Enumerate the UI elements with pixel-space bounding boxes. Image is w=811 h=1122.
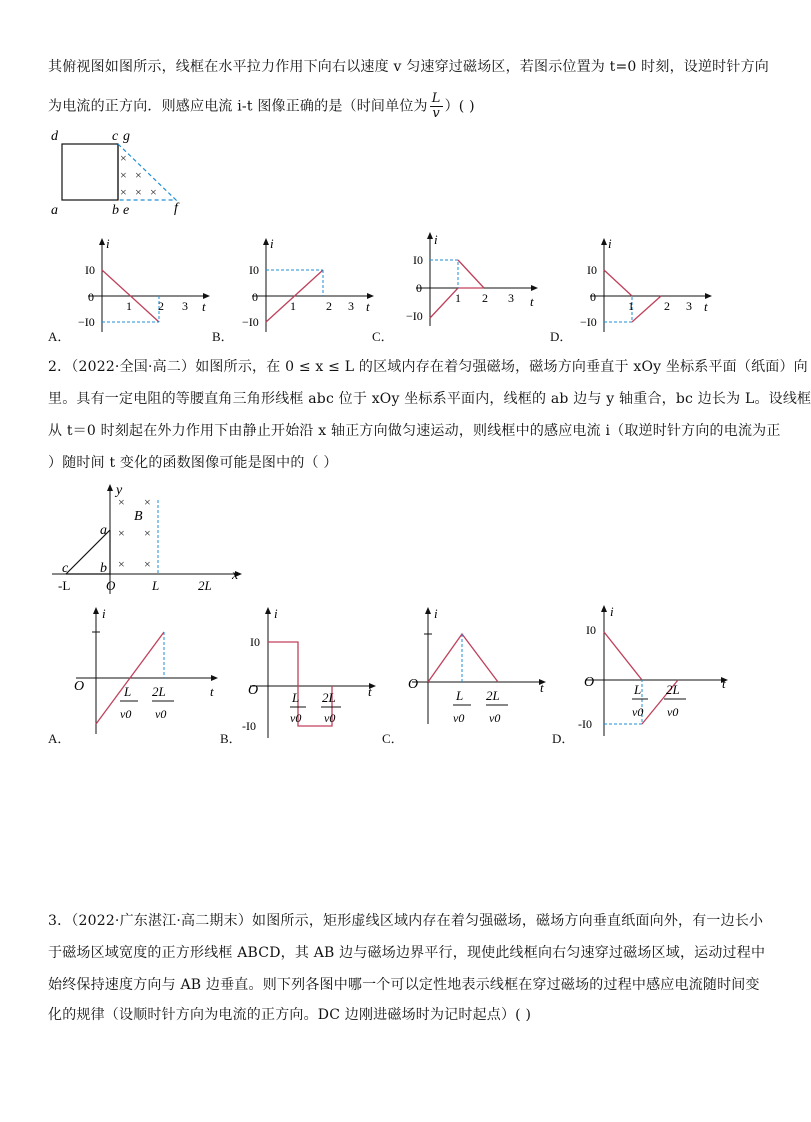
label-a: a [51,203,58,218]
tick-2L: 2L [486,688,500,703]
svg-text:×: × [144,526,151,540]
q2-option-b[interactable]: B． [220,731,242,746]
svg-text:×: × [135,185,142,199]
tick-3: 3 [348,299,354,313]
label-I0: I0 [250,635,260,649]
label-f: f [174,201,178,216]
label-O: O [106,578,116,593]
axis-label-t: t [366,299,370,314]
tick-L: L [456,688,464,703]
label-origin: 0 [590,290,596,304]
q1-text-line2 [48,92,475,121]
label-I0: I0 [249,263,259,277]
axis-label-i: i [608,236,612,251]
label-O: O [584,675,595,690]
q2-option-a[interactable]: A． [48,731,71,746]
label-c: c [62,561,69,576]
label-a: a [100,523,107,538]
tick-2: 2 [482,291,488,305]
label-origin: 0 [252,290,258,304]
svg-text:×: × [150,185,157,199]
q2-text-line1: 2．（2022·全国·高二）如图所示，在 0 ≤ x ≤ L 的区域内存在着匀强磁场，磁场方向垂直于 xOy 坐标系平面（纸面）向 [48,359,808,375]
q2-text-line4: ）随时间 t 变化的函数图像可能是图中的（ ） [48,455,338,471]
q3-text-line1: 3．（2022·广东湛江·高二期末）如图所示，矩形虚线区域内存在着匀强磁场，磁场方向垂直纸面向外，有一边长小 [48,913,764,929]
svg-text:×: × [120,151,127,165]
field-cross-marks [120,151,157,199]
axis-label-t: t [530,294,534,309]
label-d: d [51,129,58,144]
axis-label-t: t [210,684,214,699]
label-neg-I0: −I0 [78,315,95,329]
q2-graph-b [240,604,390,744]
label-g: g [123,129,130,144]
q1-option-d[interactable]: D． [550,329,573,344]
field-cross-marks [118,495,151,571]
tick-2L: 2L [322,690,336,705]
q1-graph-a [80,236,220,336]
q3-text-line4: 化的规律（设顺时针方向为电流的正方向。DC 边刚进磁场时为记时起点）( ) [48,1007,532,1023]
axis-label-i: i [434,606,438,621]
axis-label-i: i [610,604,614,619]
label-c: c [112,129,119,144]
q2-option-d[interactable]: D． [552,731,575,746]
label-neg-I0: −I0 [406,309,423,323]
tick-1: 1 [290,299,296,313]
q2-text-line3: 从 t＝0 时刻起在外力作用下由静止开始沿 x 轴正方向做匀速运动，则线框中的感应电流 i（取逆时针方向的电流为正 [48,423,781,439]
axis-label-i: i [274,606,278,621]
square-frame [62,144,118,200]
tick-L: L [634,682,642,697]
tick-1: 1 [126,299,132,313]
tick-2: 2 [326,299,332,313]
axis-label-t: t [722,676,726,691]
axis-label-t: t [368,684,372,699]
svg-text:×: × [144,495,151,509]
label-e: e [123,203,130,218]
q3-text-line3: 始终保持速度方向与 AB 边垂直。则下列各图中哪一个可以定性地表示线框在穿过磁场的过程中感应电流随时间变 [48,977,760,993]
q1-graph-d [582,236,722,336]
q1-option-b[interactable]: B． [212,329,234,344]
label-neg-I0: -I0 [578,717,592,731]
svg-text:×: × [135,168,142,182]
svg-text:×: × [118,526,125,540]
tick-v0: v0 [155,707,167,721]
q2-triangle-figure [48,478,258,596]
label-neg-I0: −I0 [580,315,597,329]
tick-v0: v0 [120,707,132,721]
q2-graph-d [576,602,736,742]
tick-v0: v0 [290,711,302,725]
tick-2L: 2L [152,684,166,699]
axis-label-t: t [202,299,206,314]
axis-label-t: t [704,299,708,314]
axis-label-y: y [116,483,123,498]
label-2L: 2L [198,578,212,593]
svg-text:×: × [144,557,151,571]
label-L: L [152,578,160,593]
svg-text:×: × [118,557,125,571]
q2-graph-c [404,604,564,744]
tick-2: 2 [158,299,164,313]
tick-v0: v0 [632,705,644,719]
q3-text-line2: 于磁场区域宽度的正方形线框 ABCD，其 AB 边与磁场边界平行，现使此线框向右匀速穿过磁场区域，运动过程中 [48,945,766,961]
q1-time-unit-fraction [430,92,443,121]
label-origin: 0 [416,281,422,295]
tick-2: 2 [664,299,670,313]
label-I0: I0 [587,263,597,277]
tick-v0: v0 [453,711,465,725]
tick-L: L [124,684,132,699]
frac-denominator: v [432,106,440,121]
tick-v0: v0 [667,705,679,719]
label-b: b [112,203,119,218]
q1-graph-b [244,236,384,336]
svg-text:×: × [120,185,127,199]
q1-text-line1: 其俯视图如图所示，线框在水平拉力作用下向右以速度 v 匀速穿过磁场区，若图示位置为 t=0 时刻，设逆时针方向 [48,59,769,75]
tick-3: 3 [508,291,514,305]
axis-label-i: i [270,236,274,251]
tick-L: L [292,690,300,705]
tick-1: 1 [455,291,461,305]
axis-label-i: i [102,606,106,621]
q1-option-a[interactable]: A． [48,329,71,344]
q1-text-line2-pre: 为电流的正方向．则感应电流 i-t 图像正确的是（时间单位为 [48,98,428,115]
tick-3: 3 [182,299,188,313]
q2-option-c[interactable]: C． [382,731,404,746]
label-b: b [100,561,107,576]
svg-text:×: × [120,168,127,182]
axis-label-t: t [540,680,544,695]
label-neg-L: -L [58,578,71,593]
tick-v0: v0 [489,711,501,725]
label-I0: I0 [85,263,95,277]
current-line [428,634,498,682]
label-B: B [134,509,143,524]
current-line [604,632,642,680]
label-neg-I0: -I0 [242,719,256,733]
label-I0: I0 [586,623,596,637]
q1-option-c[interactable]: C． [372,329,394,344]
label-I0: I0 [413,253,423,267]
q1-frame-figure [46,126,196,218]
tick-v0: v0 [324,711,336,725]
q2-text-line2: 里。具有一定电阻的等腰直角三角形线框 abc 位于 xOy 坐标系平面内，线框的 ab 边与 y 轴重合，bc 边长为 L。设线框 [48,391,811,407]
tick-2L: 2L [666,682,680,697]
axis-label-i: i [434,232,438,247]
frac-numerator: L [431,91,441,106]
q1-text-line2-post: ）( ) [444,98,475,115]
svg-text:×: × [118,495,125,509]
label-O: O [74,679,85,694]
label-neg-I0: −I0 [242,315,259,329]
axis-label-x: x [232,568,239,583]
tick-1: 1 [628,299,634,313]
label-O: O [408,677,419,692]
axis-label-i: i [106,236,110,251]
tick-3: 3 [686,299,692,313]
q2-graph-a [66,604,226,744]
q1-graph-c [404,230,544,330]
label-origin: 0 [88,290,94,304]
current-line [604,270,632,296]
label-O: O [248,683,259,698]
